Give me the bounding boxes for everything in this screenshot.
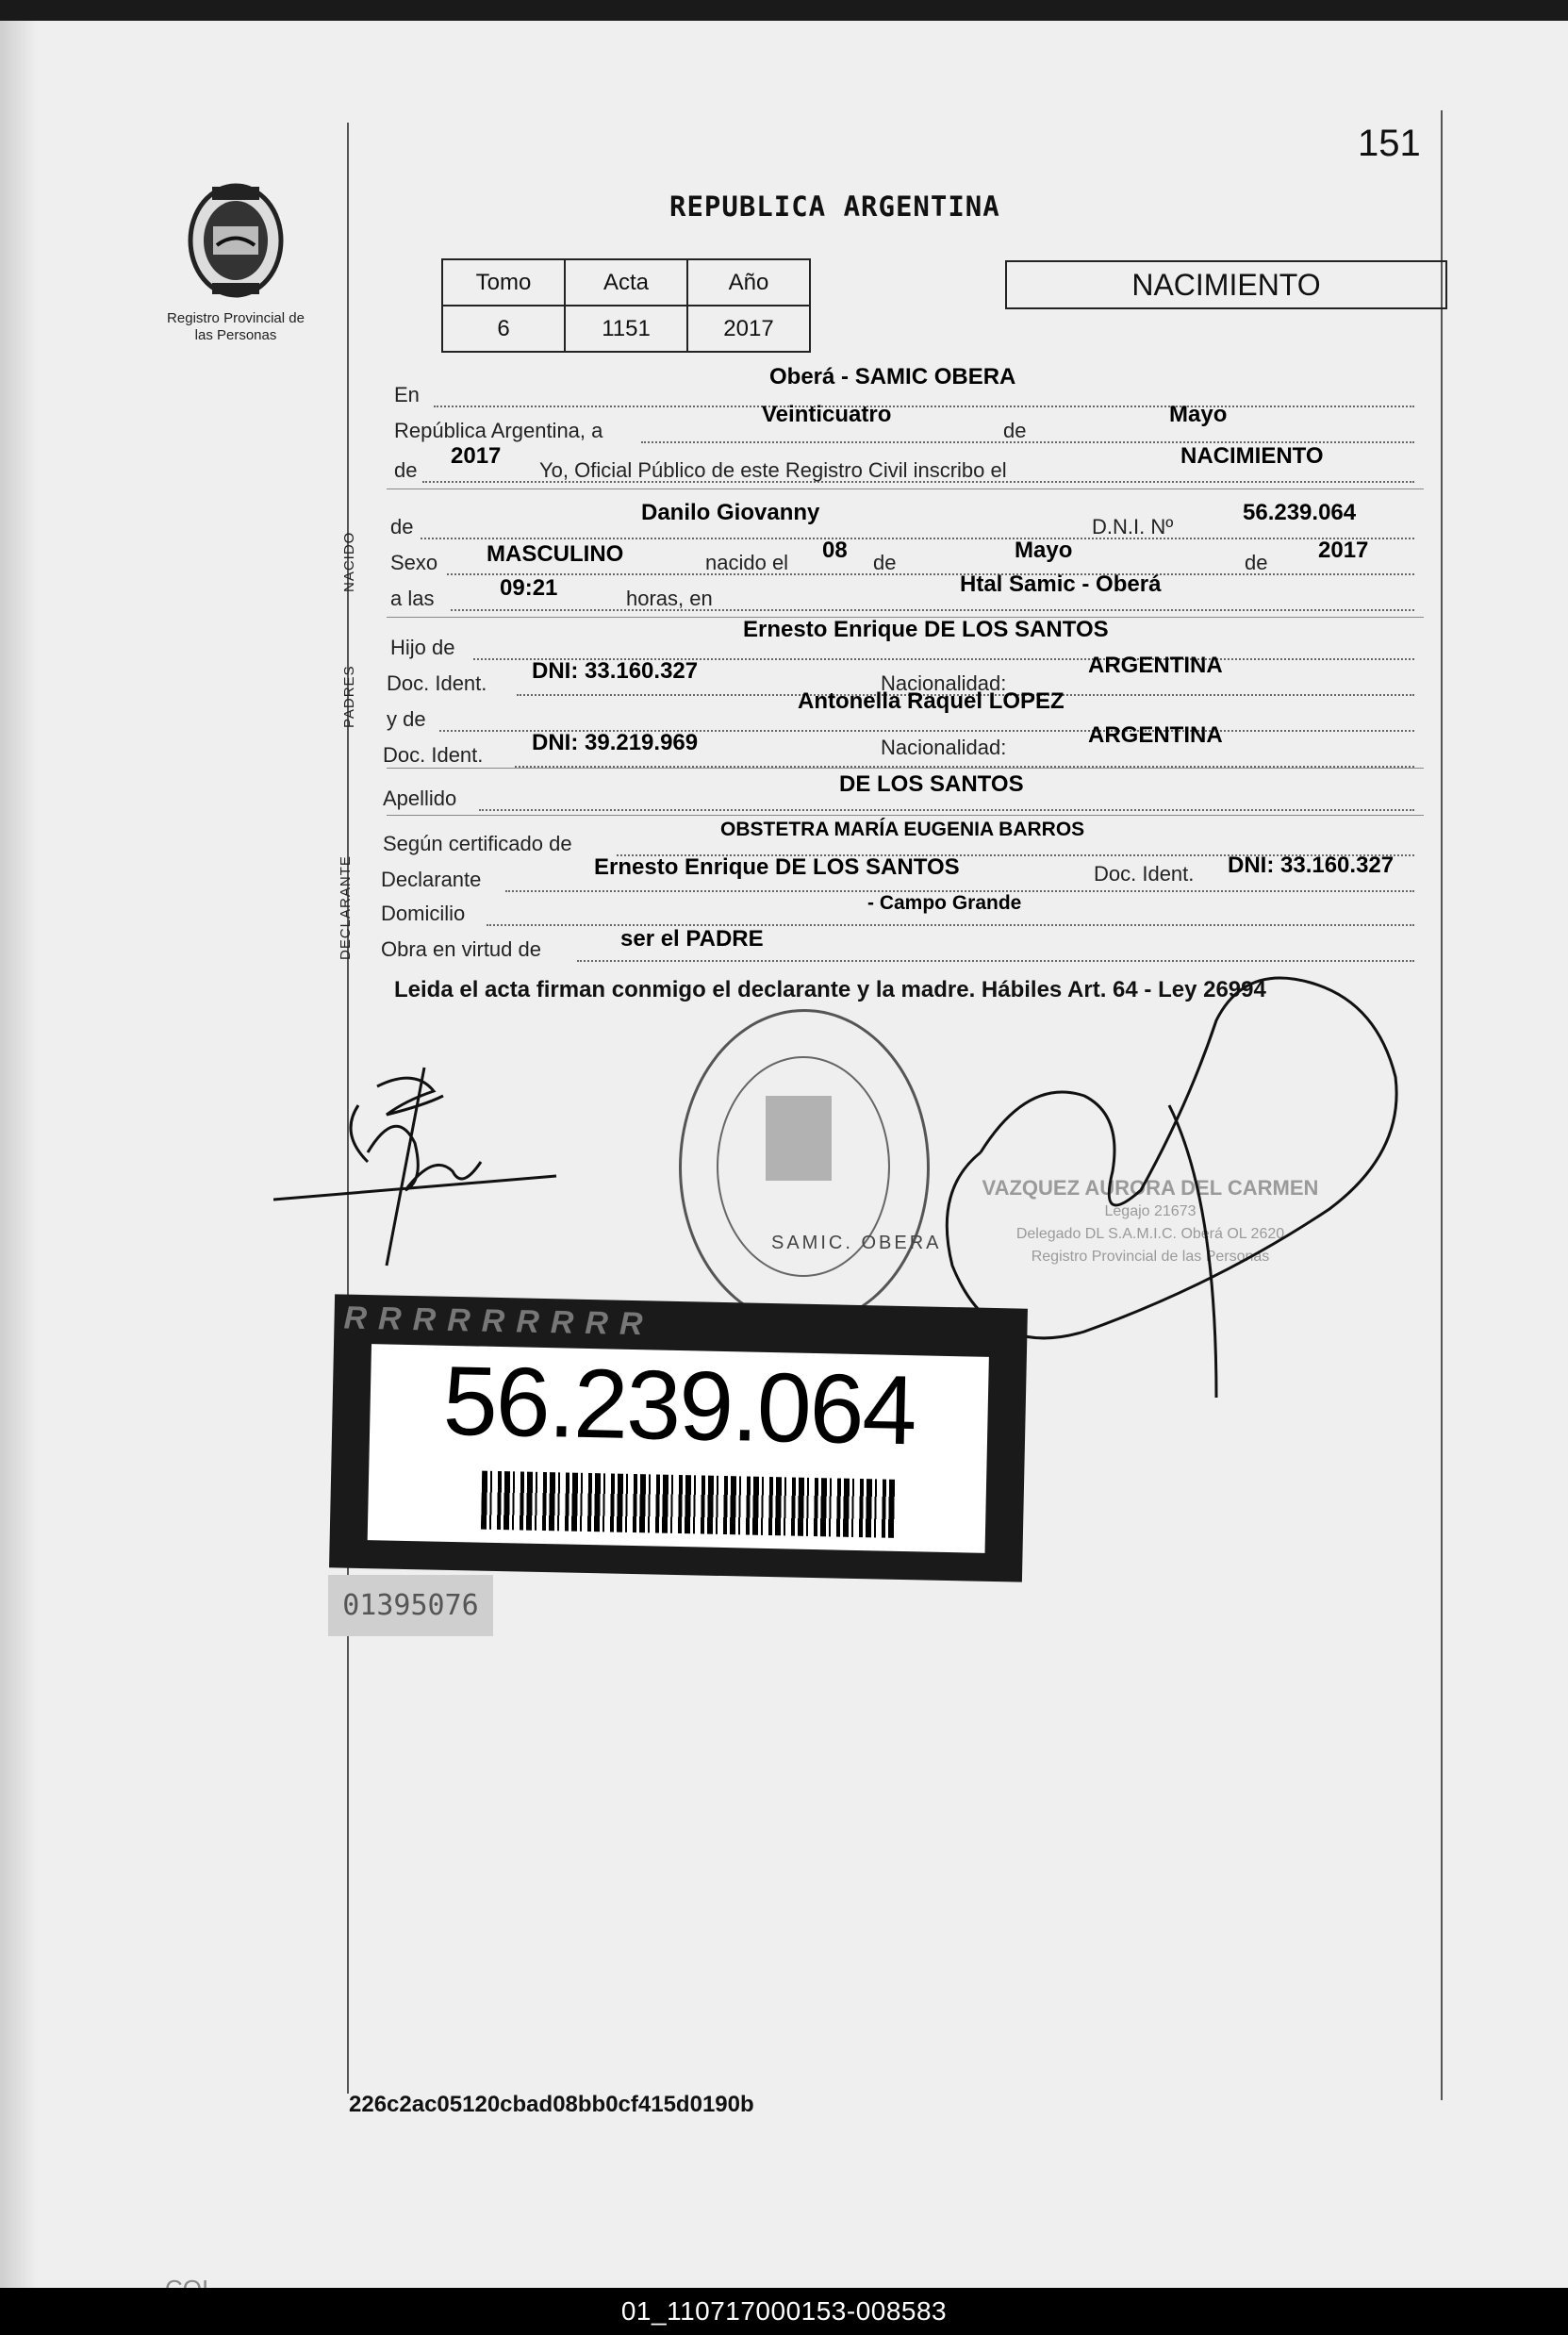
value-anio: 2017 (451, 443, 502, 469)
value-madre-doc: DNI: 39.219.969 (532, 730, 699, 755)
label-yo: Yo, Oficial Público de este Registro Civil inscribo el (539, 458, 1007, 482)
value-padre: Ernesto Enrique DE LOS SANTOS (743, 617, 1109, 642)
dotted-line (451, 609, 1414, 611)
label-y-de: y de (387, 707, 426, 731)
label-doc-decl: Doc. Ident. (1094, 862, 1195, 886)
sticker-number: 56.239.064 (441, 1346, 916, 1466)
value-madre-nac: ARGENTINA (1088, 722, 1223, 748)
page-number: 151 (1358, 123, 1421, 164)
provincial-seal (160, 179, 311, 344)
label-apellido: Apellido (383, 787, 457, 810)
serial-stamp: 01395076 (328, 1575, 493, 1636)
official-name: VAZQUEZ AURORA DEL CARMEN (982, 1176, 1319, 1200)
value-madre: Antonella Raquel LOPEZ (798, 688, 1065, 714)
record-type-box: NACIMIENTO (1005, 260, 1447, 309)
sticker-label (368, 1344, 989, 1553)
value-mes-nac: Mayo (1015, 538, 1073, 563)
label-de-anio: de (1245, 551, 1268, 574)
label-declarante: Declarante (381, 868, 482, 891)
label-a-las: a las (390, 587, 435, 610)
value-mes: Mayo (1169, 402, 1228, 427)
value-anio-nac: 2017 (1318, 538, 1369, 563)
barcode (481, 1471, 897, 1538)
value-hora: 09:21 (500, 575, 558, 601)
value-dni: 56.239.064 (1243, 500, 1357, 525)
file-id-bar (0, 2288, 1568, 2335)
section-label-declarante: DECLARANTE (338, 855, 354, 960)
value-padre-doc: DNI: 33.160.327 (532, 658, 699, 684)
section-separator (387, 768, 1424, 769)
label-horas: horas, en (626, 587, 713, 610)
label-hijo-de: Hijo de (390, 636, 455, 659)
dotted-line (434, 406, 1414, 407)
value-apellido: DE LOS SANTOS (839, 771, 1024, 797)
value-declarante-doc: DNI: 33.160.327 (1228, 853, 1395, 878)
dotted-line (421, 538, 1414, 539)
label-de-nacido: de (390, 515, 414, 538)
right-margin-line (1441, 110, 1443, 2100)
tomo-value: 6 (442, 306, 565, 352)
value-obra: ser el PADRE (620, 926, 764, 952)
certificate-page (0, 21, 1568, 2289)
label-republica: República Argentina, a (394, 419, 603, 442)
label-doc1: Doc. Ident. (387, 671, 487, 695)
label-nacido-el: nacido el (705, 551, 789, 574)
value-lugar-nac: Htal Samic - Oberá (960, 571, 1162, 597)
value-dia-nac: 08 (822, 538, 848, 563)
dotted-line (447, 573, 1414, 575)
label-segun: Según certificado de (383, 832, 572, 855)
label-domicilio: Domicilio (381, 902, 466, 925)
sticker-pattern: RRRRRRRRR (343, 1300, 654, 1343)
section-label-padres: PADRES (341, 665, 357, 728)
label-nac2: Nacionalidad: (881, 736, 1007, 759)
file-id: 01_110717000153-008583 (620, 2296, 948, 2326)
label-sexo: Sexo (390, 551, 438, 574)
dotted-line (479, 809, 1414, 811)
document-hash: 226c2ac05120cbad08bb0cf415d0190b (349, 2092, 754, 2117)
anio-header: Año (687, 259, 810, 306)
value-domicilio: - Campo Grande (867, 892, 1022, 914)
dotted-line (577, 960, 1414, 962)
value-acto: NACIMIENTO (1180, 443, 1324, 469)
acta-header: Acta (565, 259, 687, 306)
value-padre-nac: ARGENTINA (1088, 653, 1223, 678)
official-cargo: Delegado DL S.A.M.I.C. Oberá OL 2620 (1015, 1226, 1285, 1242)
official-registry: Registro Provincial de las Personas (1031, 1249, 1270, 1265)
label-de: de (1003, 419, 1027, 442)
value-declarante: Ernesto Enrique DE LOS SANTOS (594, 854, 960, 880)
stamp-bottom-text: SAMIC. OBERA (771, 1233, 942, 1253)
label-nac1: Nacionalidad: (881, 671, 1007, 695)
label-en: En (394, 383, 420, 406)
official-legajo: Legajo 21673 (1104, 1203, 1197, 1219)
closing-statement: Leida el acta firman conmigo el declarante y la madre. Hábiles Art. 64 - Ley 26994 (394, 977, 1266, 1002)
label-de2: de (394, 458, 418, 482)
tomo-header: Tomo (442, 259, 565, 306)
section-separator (387, 815, 1424, 816)
label-dni: D.N.I. Nº (1092, 515, 1174, 538)
document-title: REPUBLICA ARGENTINA (669, 190, 1000, 223)
value-nombre: Danilo Giovanny (641, 500, 820, 525)
value-dia: Veinticuatro (762, 402, 892, 427)
security-sticker (329, 1294, 1028, 1582)
coat-of-arms-icon (179, 179, 292, 302)
value-lugar: Oberá - SAMIC OBERA (769, 364, 1016, 389)
anio-value: 2017 (687, 306, 810, 352)
label-doc2: Doc. Ident. (383, 743, 484, 767)
section-label-nacido: NACIDO (341, 531, 357, 592)
value-certificado: OBSTETRA MARÍA EUGENIA BARROS (720, 819, 1085, 840)
stamp-coat-of-arms-icon (766, 1096, 832, 1181)
label-obra: Obra en virtud de (381, 937, 541, 961)
volume-table (441, 258, 811, 353)
acta-value: 1151 (565, 306, 687, 352)
label-de-mes: de (873, 551, 897, 574)
seal-caption: Registro Provincial de las Personas (167, 310, 305, 343)
value-sexo: MASCULINO (487, 541, 624, 567)
declarant-signature (273, 1049, 566, 1275)
